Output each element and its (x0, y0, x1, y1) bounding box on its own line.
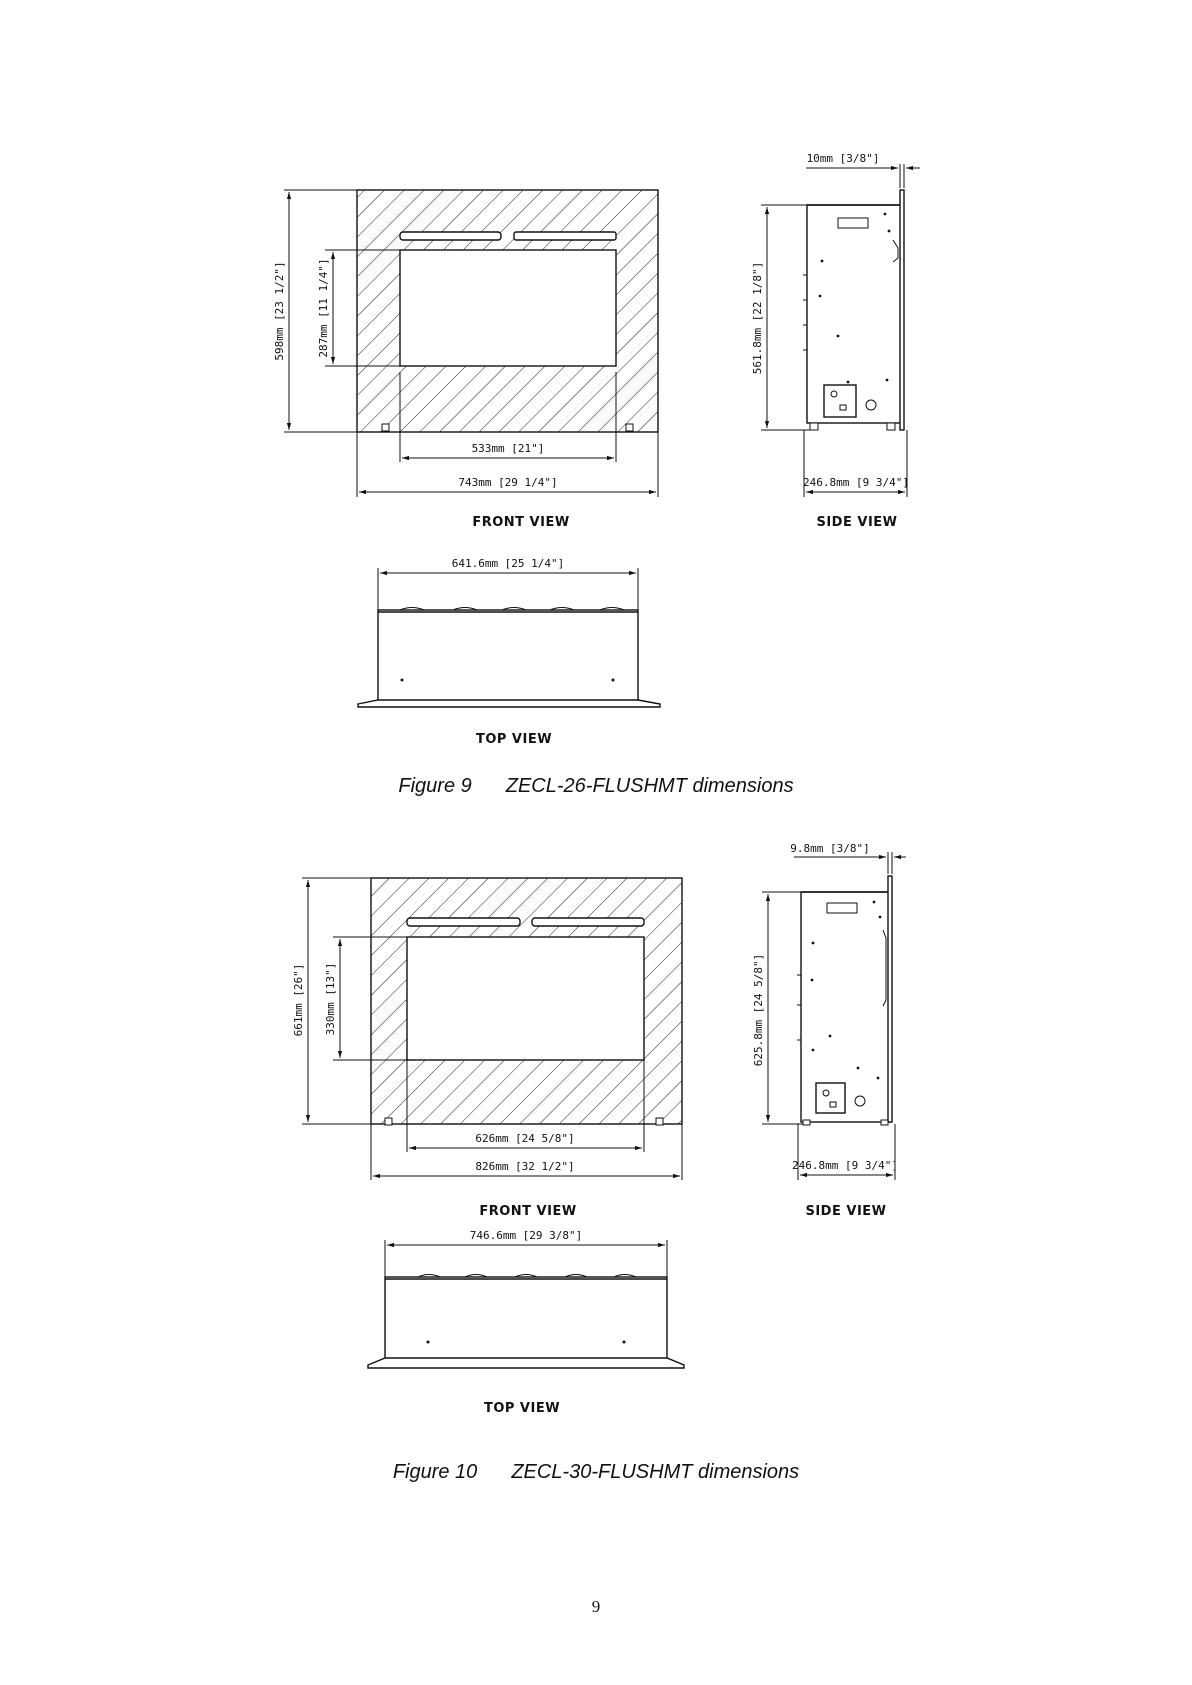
figure-9-caption (0, 775, 1192, 798)
top-view-26 (358, 557, 660, 747)
side-view-26 (751, 152, 920, 530)
front-overall-width-30: 826mm [32 1/2"] (475, 1160, 575, 1173)
figure-9-title: ZECL-26-FLUSHMT dimensions (505, 775, 794, 797)
side-height-30: 625.8mm [24 5/8"] (752, 953, 765, 1067)
front-height-26: 598mm [23 1/2"] (273, 261, 286, 361)
figure-10-title: ZECL-30-FLUSHMT dimensions (511, 1461, 800, 1483)
side-depth-26: 246.8mm [9 3/4"] (803, 476, 909, 489)
front-view-30 (292, 878, 682, 1219)
figure-9-number: Figure 9 (398, 775, 472, 797)
top-view-30 (368, 1229, 684, 1416)
front-opening-width-26: 533mm [21"] (471, 442, 545, 455)
top-view-label-30: TOP VIEW (483, 1401, 561, 1416)
front-height-30: 661mm [26"] (292, 963, 305, 1037)
side-flange-30: 9.8mm [3/8"] (790, 842, 870, 855)
side-view-label-30: SIDE VIEW (805, 1204, 887, 1219)
page-number: 9 (591, 1597, 601, 1616)
figure-10-caption (0, 1461, 1192, 1484)
figure-10-number: Figure 10 (392, 1461, 478, 1483)
front-overall-width-26: 743mm [29 1/4"] (458, 476, 558, 489)
front-opening-height-30: 330mm [13"] (324, 962, 337, 1036)
front-view-label-30: FRONT VIEW (479, 1204, 577, 1219)
figure-10-drawing (292, 842, 906, 1416)
top-view-label-26: TOP VIEW (475, 732, 553, 747)
front-opening-height-26: 287mm [11 1/4"] (317, 258, 330, 358)
side-view-30 (752, 842, 906, 1219)
side-height-26: 561.8mm [22 1/8"] (751, 261, 764, 375)
figure-9-drawing (273, 152, 920, 747)
top-width-26: 641.6mm [25 1/4"] (451, 557, 565, 570)
side-depth-30: 246.8mm [9 3/4"] (792, 1159, 898, 1172)
side-flange-26: 10mm [3/8"] (806, 152, 880, 165)
front-view-26 (273, 190, 658, 530)
front-view-label-26: FRONT VIEW (472, 515, 570, 530)
side-view-label-26: SIDE VIEW (816, 515, 898, 530)
top-width-30: 746.6mm [29 3/8"] (469, 1229, 583, 1242)
front-opening-width-30: 626mm [24 5/8"] (475, 1132, 575, 1145)
